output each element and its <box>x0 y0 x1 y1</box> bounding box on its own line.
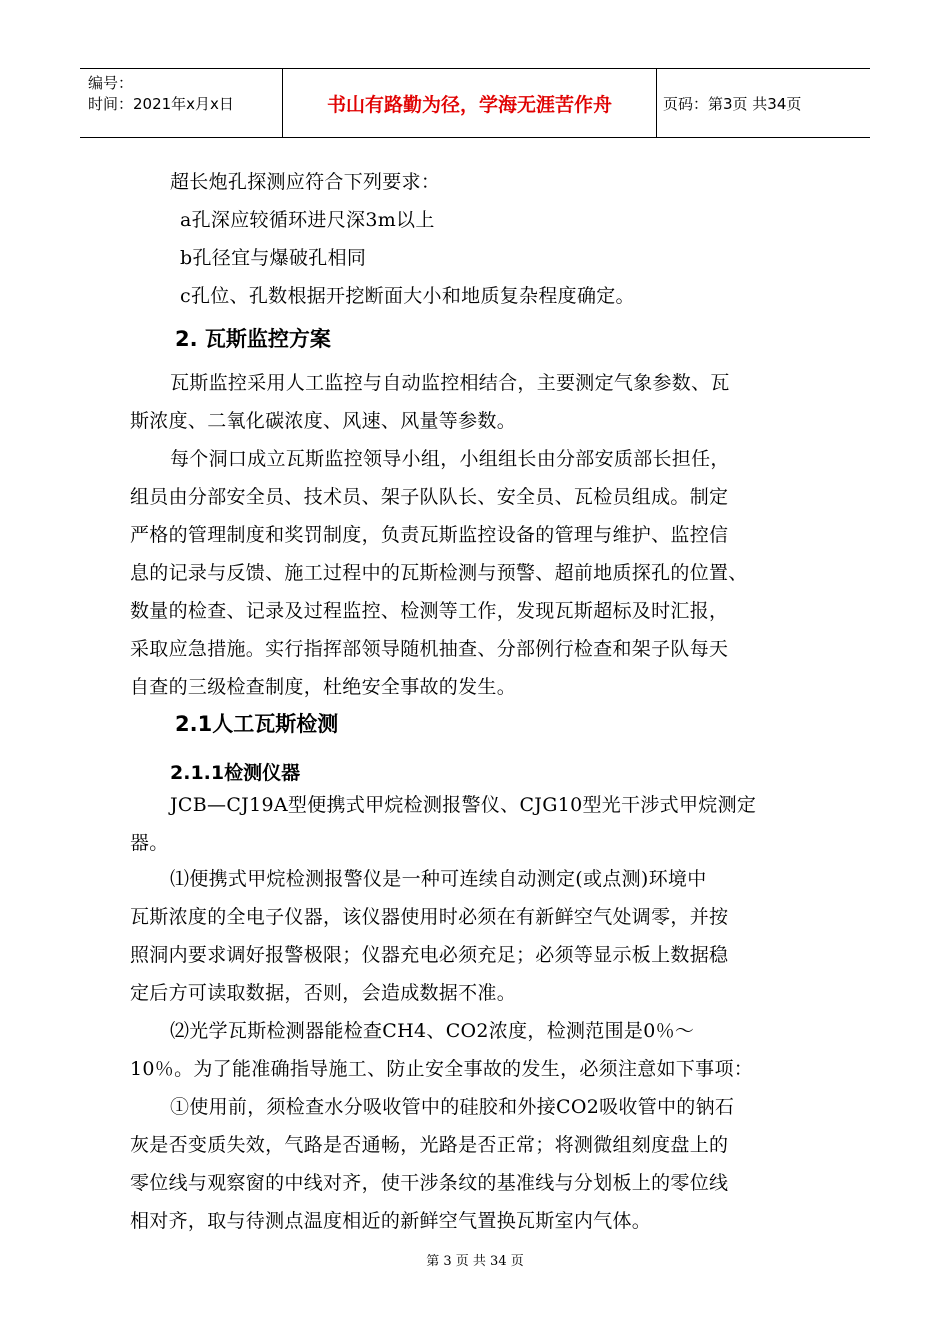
header-divider <box>656 69 657 137</box>
paragraph-line: ⑵光学瓦斯检测器能检查CH4、CO2浓度，检测范围是0％～ <box>170 1020 695 1042</box>
paragraph-line: 超长炮孔探测应符合下列要求： <box>170 171 441 193</box>
paragraph-line: 瓦斯监控采用人工监控与自动监控相结合，主要测定气象参数、瓦 <box>170 372 730 394</box>
paragraph-line: 组员由分部安全员、技术员、架子队队长、安全员、瓦检员组成。制定 <box>130 486 729 508</box>
paragraph-line: 自查的三级检查制度，杜绝安全事故的发生。 <box>130 676 517 698</box>
paragraph-line: 息的记录与反馈、施工过程中的瓦斯检测与预警、超前地质探孔的位置、 <box>130 562 748 584</box>
paragraph-line: 器。 <box>130 832 169 854</box>
page-footer: 第 3 页 共 34 页 <box>426 1254 524 1269</box>
time-label: 时间：2021年x月x日 <box>88 95 234 113</box>
paragraph-line: 照洞内要求调好报警极限；仪器充电必须充足；必须等显示板上数据稳 <box>130 944 729 966</box>
paragraph-line: ⑴便携式甲烷检测报警仪是一种可连续自动测定(或点测)环境中 <box>170 868 707 890</box>
header-table <box>80 68 870 138</box>
paragraph-line: 数量的检查、记录及过程监控、检测等工作，发现瓦斯超标及时汇报， <box>130 600 729 622</box>
header-page-info: 页码：第3页 共34页 <box>663 94 802 113</box>
paragraph-line: 瓦斯浓度的全电子仪器，该仪器使用时必须在有新鲜空气处调零，并按 <box>130 906 729 928</box>
paragraph-line: 斯浓度、二氧化碳浓度、风速、风量等参数。 <box>130 410 517 432</box>
paragraph-line: 零位线与观察窗的中线对齐，使干涉条纹的基准线与分划板上的零位线 <box>130 1172 729 1194</box>
paragraph-line: 每个洞口成立瓦斯监控领导小组，小组组长由分部安质部长担任， <box>170 448 730 470</box>
paragraph-line: JCB—CJ19A型便携式甲烷检测报警仪、CJG10型光干涉式甲烷测定 <box>170 794 757 816</box>
paragraph-line: 10％。为了能准确指导施工、防止安全事故的发生，必须注意如下事项： <box>130 1058 754 1080</box>
paragraph-line: 相对齐，取与待测点温度相近的新鲜空气置换瓦斯室内气体。 <box>130 1210 652 1232</box>
subsubsection-heading: 2.1.1检测仪器 <box>170 762 301 784</box>
paragraph-line: 严格的管理制度和奖罚制度，负责瓦斯监控设备的管理与维护、监控信 <box>130 524 729 546</box>
header-motto: 书山有路勤为径，学海无涯苦作舟 <box>326 93 612 116</box>
list-item: b孔径宜与爆破孔相同 <box>180 247 367 269</box>
list-item: a孔深应较循环进尺深3m以上 <box>180 209 435 231</box>
code-label: 编号： <box>88 74 134 92</box>
paragraph-line: 采取应急措施。实行指挥部领导随机抽查、分部例行检查和架子队每天 <box>130 638 729 660</box>
paragraph-line: ①使用前，须检查水分吸收管中的硅胶和外接CO2吸收管中的钠石 <box>170 1096 735 1118</box>
paragraph-line: 灰是否变质失效，气路是否通畅，光路是否正常；将测微组刻度盘上的 <box>130 1134 729 1156</box>
paragraph-line: 定后方可读取数据，否则，会造成数据不准。 <box>130 982 517 1004</box>
section-heading: 2. 瓦斯监控方案 <box>175 327 331 351</box>
list-item: c孔位、孔数根据开挖断面大小和地质复杂程度确定。 <box>180 285 635 307</box>
header-left-cell <box>88 73 278 115</box>
subsection-heading: 2.1人工瓦斯检测 <box>175 712 339 736</box>
